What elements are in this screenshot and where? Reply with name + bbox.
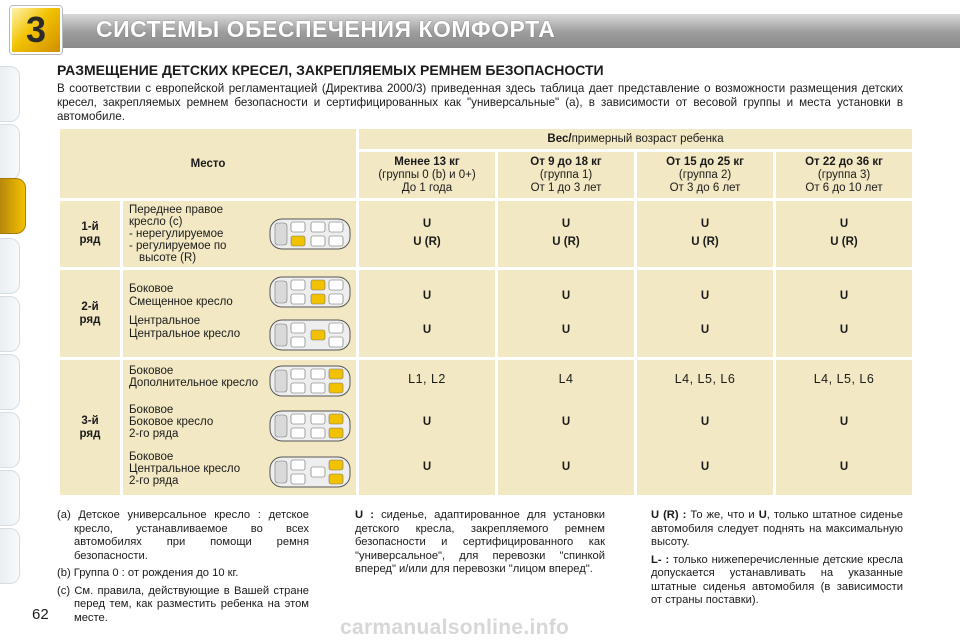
column-header-group3 xyxy=(776,152,912,198)
row-label-3 xyxy=(60,360,120,495)
seat-line: Боковое xyxy=(129,283,174,295)
value-cell xyxy=(637,360,773,495)
footnote-u xyxy=(355,509,605,581)
value-text: U (R) xyxy=(830,236,858,248)
column-group: (группы 0 (b) и 0+) xyxy=(378,168,476,181)
seat-line: высоте (R) xyxy=(139,252,197,264)
value-text: U xyxy=(561,218,571,230)
value-cell xyxy=(359,201,495,267)
footnote-a: (a) Детское универсальное кресло : детское кресло, устанавливаемое во всех автомобилях при помощи ремня безопасности. xyxy=(57,509,309,562)
side-tab-6[interactable] xyxy=(0,354,20,410)
value-cell xyxy=(776,201,912,267)
value-cell xyxy=(359,270,495,357)
row-label-2 xyxy=(60,270,120,357)
chapter-side-tabs xyxy=(0,66,22,626)
seat-description-row1 xyxy=(123,201,356,267)
table-row-3 xyxy=(60,360,912,495)
footnote-c: (c) См. правила, действующие в Вашей стране перед тем, как разместить ребенка на этом месте. xyxy=(57,584,309,624)
car-seat-diagram-icon xyxy=(269,456,351,488)
seat-line: Переднее правое xyxy=(129,204,224,216)
place-header: Место xyxy=(60,129,356,198)
value-text: U xyxy=(422,324,432,336)
value-text: U xyxy=(561,324,571,336)
seat-line: Центральное xyxy=(129,315,201,327)
value-text: U xyxy=(561,461,571,473)
column-age: От 1 до 3 лет xyxy=(530,181,602,194)
car-seat-diagram-icon xyxy=(269,365,351,397)
seat-description-row2 xyxy=(123,270,356,357)
value-text: L4, L5, L6 xyxy=(813,372,875,386)
value-text: U xyxy=(700,324,710,336)
table-row-2 xyxy=(60,270,912,357)
child-seat-table xyxy=(57,126,915,498)
legend-ur-u: U xyxy=(758,509,767,521)
seat-line: 2-го ряда xyxy=(129,475,179,487)
value-cell xyxy=(359,360,495,495)
value-text: U xyxy=(839,290,849,302)
column-title: От 22 до 36 кг xyxy=(805,155,883,168)
value-text: U xyxy=(561,290,571,302)
value-text: U (R) xyxy=(691,236,719,248)
seat-line: кресло (с) xyxy=(129,216,183,228)
chapter-badge[interactable] xyxy=(10,6,62,54)
seat-line: Дополнительное кресло xyxy=(129,377,259,389)
value-text: L1, L2 xyxy=(408,372,446,386)
value-text: U xyxy=(700,461,710,473)
side-tab-9[interactable] xyxy=(0,528,20,584)
intro-paragraph: В соответствии с европейской регламентацией (Директива 2000/3) приведенная здесь таблица дает представление о возможности размещения детских кресел, закрепляемых ремнем безопасности и сертифицированных как "универсальные" (а), в зависимости от весовой группы и места установки в автомобиле. xyxy=(57,82,903,123)
row-label-line: ряд xyxy=(79,313,101,326)
weight-header-rest: примерный возраст ребенка xyxy=(571,133,724,145)
column-header-group1 xyxy=(498,152,634,198)
legend-l-label: L- : xyxy=(651,553,670,566)
table-row-1 xyxy=(60,201,912,267)
row-label-1 xyxy=(60,201,120,267)
value-text: L4 xyxy=(558,372,574,386)
seat-line: 2-го ряда xyxy=(129,428,179,440)
legend-u-label: U : xyxy=(355,509,374,521)
weight-header xyxy=(359,129,912,149)
chapter-title: СИСТЕМЫ ОБЕСПЕЧЕНИЯ КОМФОРТА xyxy=(96,16,556,42)
car-seat-diagram-icon xyxy=(269,319,351,351)
legend-u-text: сиденье, адаптированное для установки детского кресла, закрепляемого ремнем безопасности и сертифицированного как "универсальное", для перевозки "спинкой вперед" и/или для перевозки "лицом вперед". xyxy=(355,509,605,575)
value-text: U xyxy=(700,290,710,302)
car-seat-diagram-icon xyxy=(269,276,351,308)
column-age: До 1 года xyxy=(401,181,453,194)
seat-line: Смещенное кресло xyxy=(129,296,233,308)
column-group: (группа 2) xyxy=(678,168,732,181)
value-text: L4, L5, L6 xyxy=(674,372,736,386)
side-tab-3-active[interactable] xyxy=(0,178,26,234)
value-text: U xyxy=(839,218,849,230)
column-group: (группа 1) xyxy=(539,168,593,181)
value-cell xyxy=(498,360,634,495)
value-text: U xyxy=(839,461,849,473)
seat-line: Боковое xyxy=(129,451,174,463)
column-age: От 6 до 10 лет xyxy=(805,181,883,194)
value-cell xyxy=(637,201,773,267)
chapter-number: 3 xyxy=(25,9,47,50)
row-label-line: ряд xyxy=(79,427,101,440)
row-label-line: 3-й xyxy=(81,414,99,427)
page-header xyxy=(0,0,960,58)
column-title: Менее 13 кг xyxy=(394,155,460,168)
row-label-line: 2-й xyxy=(81,300,99,313)
value-text: U (R) xyxy=(413,236,441,248)
seat-description-row3 xyxy=(123,360,356,495)
side-tab-1[interactable] xyxy=(0,66,20,122)
car-seat-diagram-icon xyxy=(269,218,351,250)
column-header-group2 xyxy=(637,152,773,198)
watermark: carmanualsonline.info xyxy=(340,616,570,639)
side-tab-5[interactable] xyxy=(0,296,20,352)
value-text: U xyxy=(422,290,432,302)
row-label-line: 1-й xyxy=(81,221,99,233)
value-text: U (R) xyxy=(552,236,580,248)
column-title: От 15 до 25 кг xyxy=(666,155,744,168)
legend-ur-text: То же, что и xyxy=(686,509,759,521)
seat-line: Боковое xyxy=(129,404,174,416)
side-tab-7[interactable] xyxy=(0,412,20,468)
value-text: U xyxy=(839,324,849,336)
seat-line: - регулируемое по xyxy=(129,240,227,252)
value-text: U xyxy=(422,461,432,473)
value-text: U xyxy=(700,218,710,230)
section-title: РАЗМЕЩЕНИЕ ДЕТСКИХ КРЕСЕЛ, ЗАКРЕПЛЯЕМЫХ РЕМНЕМ БЕЗОПАСНОСТИ xyxy=(57,62,604,78)
seat-line: Боковое xyxy=(129,365,174,377)
car-seat-diagram-icon xyxy=(269,410,351,442)
value-text: U xyxy=(561,416,571,428)
column-group: (группа 3) xyxy=(817,168,871,181)
seat-line: Центральное кресло xyxy=(129,463,241,475)
value-cell xyxy=(776,270,912,357)
value-text: U xyxy=(422,218,432,230)
value-text: U xyxy=(700,416,710,428)
value-text: U xyxy=(839,416,849,428)
row-label-line: ряд xyxy=(79,234,101,246)
side-tab-2[interactable] xyxy=(0,124,20,180)
column-header-group0 xyxy=(359,152,495,198)
footnote-b: (b) Группа 0 : от рождения до 10 кг. xyxy=(57,567,239,579)
side-tab-4[interactable] xyxy=(0,238,20,294)
seat-line: Боковое кресло xyxy=(129,416,214,428)
value-cell xyxy=(637,270,773,357)
column-age: От 3 до 6 лет xyxy=(669,181,741,194)
footnotes-right xyxy=(651,509,903,612)
column-title: От 9 до 18 кг xyxy=(530,155,602,168)
footnotes-left xyxy=(57,509,309,629)
seat-line: - нерегулируемое xyxy=(129,228,224,240)
legend-l-text: только нижеперечисленные детские кресла допускается устанавливать на указанные штатные сиденья автомобиля (в зависимости от страны поставки). xyxy=(651,553,903,606)
value-cell xyxy=(498,201,634,267)
seat-line: Центральное кресло xyxy=(129,328,241,340)
legend-ur-text-2: , только штатное сиденье автомобиля следует поднять на максимальную высоту. xyxy=(651,509,903,548)
value-cell xyxy=(498,270,634,357)
weight-header-bold: Вес/ xyxy=(547,133,572,145)
value-text: U xyxy=(422,416,432,428)
side-tab-8[interactable] xyxy=(0,470,20,526)
legend-ur-label: U (R) : xyxy=(651,509,687,521)
page-number: 62 xyxy=(32,606,49,623)
value-cell xyxy=(776,360,912,495)
